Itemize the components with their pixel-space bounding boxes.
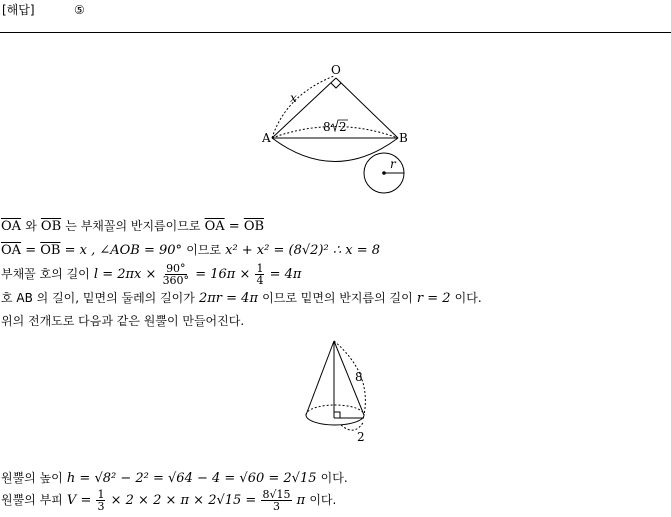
segment-oa: $\overline{OA}$	[1, 219, 22, 234]
line-5: 위의 전개도로 다음과 같은 원뿔이 만들어진다.	[1, 314, 245, 328]
volume-lhs: V =	[66, 493, 92, 508]
segment-oa-3: $\overline{OA}$	[1, 243, 22, 258]
label-r: r	[390, 157, 396, 171]
label-O: O	[331, 63, 341, 77]
segment-oa-2: $\overline{OA}$	[204, 219, 225, 234]
height-equation: h = √8² − 2² = √64 − 4 = √60 = 2√15	[66, 471, 317, 486]
arc-step: = 16π ×	[195, 267, 251, 282]
fraction-1-4: $\frac{1}{4}$	[256, 262, 264, 287]
solution-label: [해답]	[2, 3, 35, 17]
segment-ob-3: $\overline{OB}$	[40, 243, 61, 258]
text-base-radius: 이므로 밑면의 반지름의 길이	[262, 291, 413, 305]
equals-sign-2: =	[25, 243, 37, 258]
fraction-1-3: $\frac{1}{3}$	[97, 488, 105, 513]
circumference-equation: 2πr = 4π	[198, 291, 258, 306]
header-divider	[0, 32, 671, 33]
label-radius: 2	[357, 430, 365, 444]
label-A: A	[262, 131, 271, 145]
line-7	[1, 488, 336, 513]
line-4	[1, 290, 482, 307]
segment-ob: $\overline{OB}$	[40, 219, 62, 234]
text-arc-circumference: 호 AB 의 길이, 밑면의 둘레의 길이가	[1, 291, 195, 305]
text-wa: 와	[25, 219, 37, 233]
text-ida-3: 이다.	[309, 493, 337, 507]
chord-radicand: 2	[339, 120, 347, 134]
pythagoras-equation: x² + x² = (8√2)²	[225, 243, 329, 258]
text-height: 원뿔의 높이	[1, 471, 63, 485]
x-result: ∴ x = 8	[332, 243, 381, 258]
equals-sign: =	[228, 219, 240, 234]
cone-figure	[295, 333, 395, 445]
arc-result: = 4π	[269, 267, 302, 282]
text-ida: 이다.	[454, 291, 482, 305]
text-therefore: 이므로	[186, 243, 221, 257]
volume-product: × 2 × 2 × π × 2√15 =	[110, 493, 257, 508]
line-6	[1, 470, 348, 487]
line-1	[1, 218, 264, 235]
angle-statement: = x , ∠AOB = 90°	[64, 243, 183, 258]
arc-formula: l = 2πx ×	[93, 267, 157, 282]
line-3	[1, 262, 301, 287]
fraction-90-360: $\frac{90^\circ}{360^\circ}$	[162, 262, 190, 287]
pi-symbol: π	[296, 493, 306, 508]
text-arc-length: 부채꼴 호의 길이	[1, 267, 90, 281]
text-volume: 원뿔의 부피	[1, 493, 63, 507]
label-B: B	[399, 131, 408, 145]
chord-coef: 8	[323, 120, 331, 134]
segment-ob-2: $\overline{OB}$	[243, 219, 265, 234]
sector-net-figure	[250, 60, 420, 200]
line-2	[1, 242, 380, 259]
label-x: x	[290, 91, 297, 105]
answer-number: ⑤	[74, 3, 85, 17]
label-slant: 8	[355, 370, 363, 384]
fraction-volume: $\frac{8√15}{3}$	[262, 488, 291, 513]
text-ida-2: 이다.	[320, 471, 348, 485]
radius-result: r = 2	[416, 291, 451, 306]
text-radius-reason: 는 부채꼴의 반지름이므로	[65, 219, 201, 233]
